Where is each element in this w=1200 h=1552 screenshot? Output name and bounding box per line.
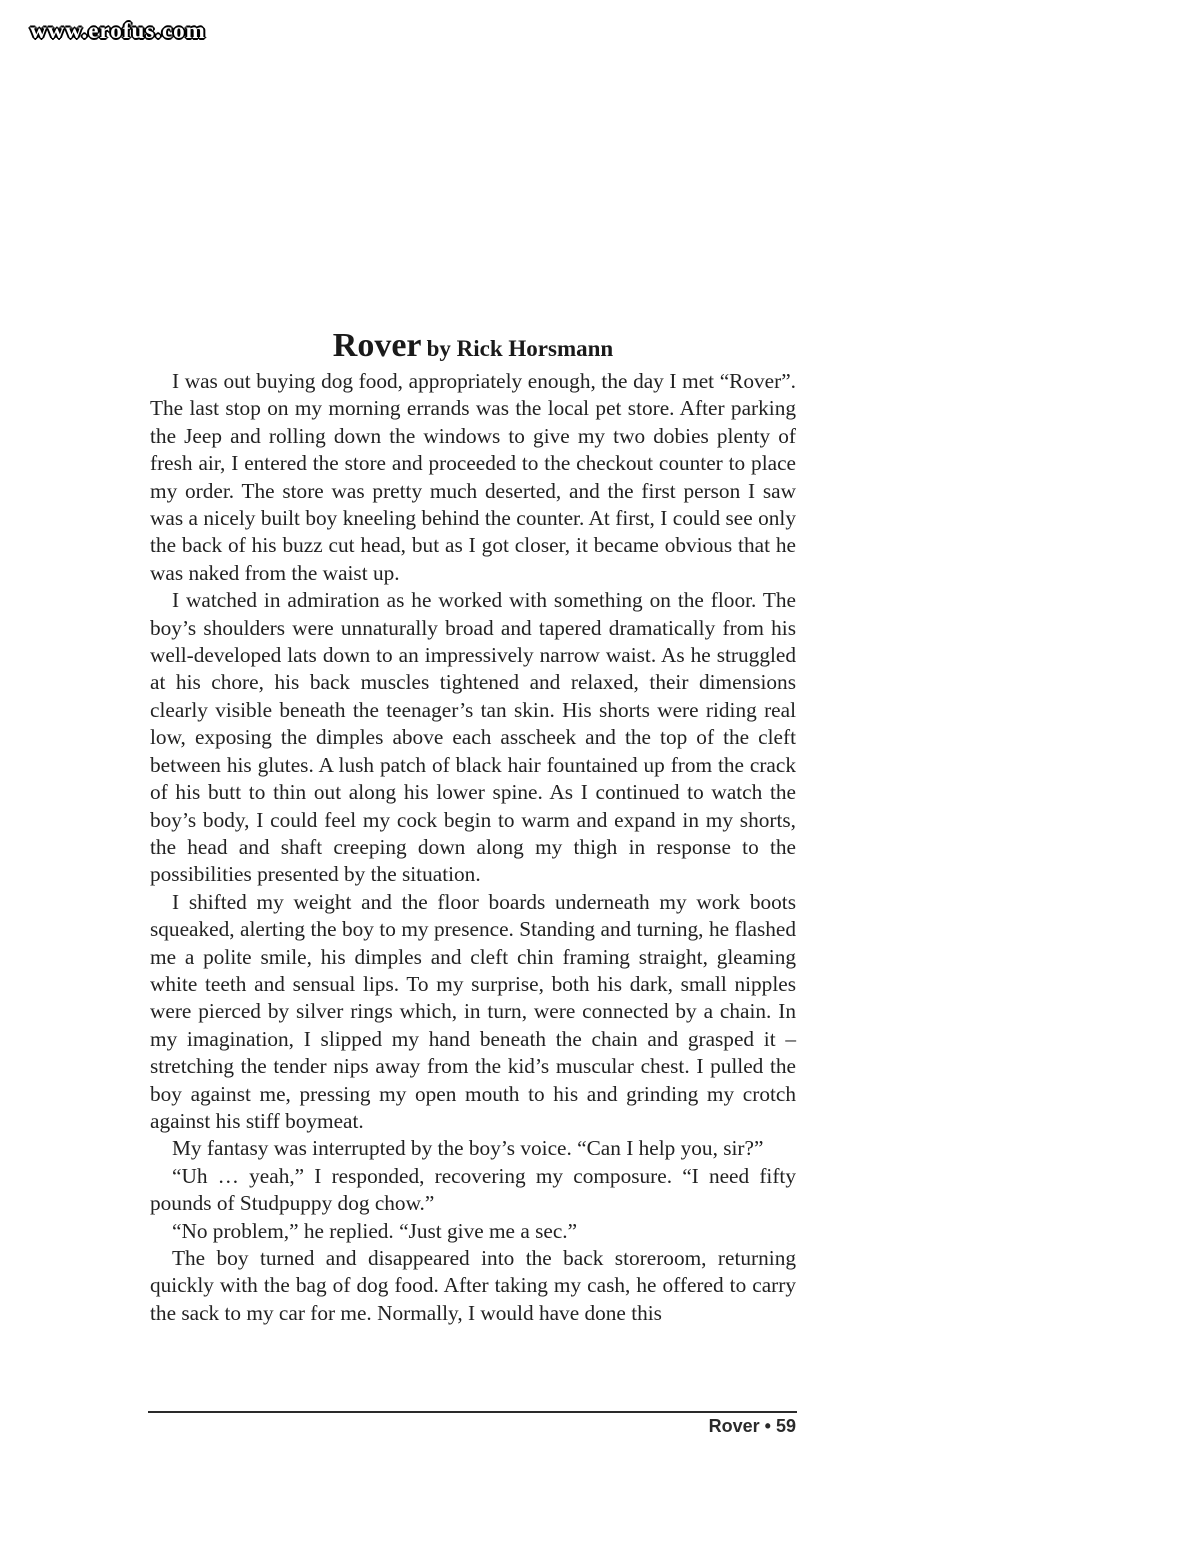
site-watermark: www.erofus.com (30, 18, 206, 43)
paragraph: My fantasy was interrupted by the boy’s voice. “Can I help you, sir?” (172, 1136, 764, 1161)
page-number: 59 (775, 1416, 796, 1436)
page-footer (560, 1416, 796, 1437)
paragraph: “Uh … yeah,” I responded, recovering my composure. “I need fifty pounds of Studpuppy dog chow.” (150, 1163, 796, 1216)
story-title (150, 327, 796, 365)
title-byline: by Rick Horsmann (426, 336, 614, 361)
paragraph: The boy turned and disappeared into the back storeroom, returning quickly with the bag of dog food. After taking my cash, he offered to carry the sack to my car for me. Normally, I would have done this (150, 1246, 796, 1325)
paragraph: I watched in admiration as he worked with something on the floor. The boy’s shoulders were unnaturally broad and tapered dramatically from his well-developed lats down to an impressively narrow waist. As he struggled at his chore, his back muscles tightened and relaxed, their dimensions clearly visible beneath the teenager’s tan skin. His shorts were riding real low, exposing the dimples above each asscheek and the top of the cleft between his glutes. A lush patch of black hair fountained up from the crack of his butt to thin out along his lower spine. As I continued to watch the boy’s body, I could feel my cock begin to warm and expand in my shorts, the head and shaft creeping down along my thigh in response to the possibilities presented by the situation. (150, 588, 796, 887)
footer-rule (148, 1411, 797, 1413)
paragraph: I was out buying dog food, appropriately enough, the day I met “Rover”. The last stop on my morning errands was the local pet store. After parking the Jeep and rolling down the windows to give my two dobies plenty of fresh air, I entered the store and proceeded to the checkout counter to place my order. The store was pretty much deserted, and the first person I saw was a nicely built boy kneeling behind the counter. At first, I could see only the back of his buzz cut head, but as I got closer, it became obvious that he was naked from the waist up. (150, 369, 796, 585)
title-main: Rover (332, 327, 422, 364)
paragraph: I shifted my weight and the floor boards underneath my work boots squeaked, alerting the boy to my presence. Standing and turning, he flashed me a polite smile, his dimples and cleft chin framing straight, gleaming white teeth and sensual lips. To my surprise, both his dark, small nipples were pierced by silver rings which, in turn, were connected by a chain. In my imagination, I slipped my hand beneath the chain and grasped it – stretching the tender nips away from the kid’s muscular chest. I pulled the boy against me, pressing my open mouth to his and grinding my crotch against his stiff boymeat. (150, 889, 796, 1133)
paragraph: “No problem,” he replied. “Just give me a sec.” (172, 1218, 578, 1243)
story-body (150, 368, 796, 1327)
footer-separator: • (764, 1416, 771, 1436)
footer-section: Rover (708, 1416, 760, 1436)
